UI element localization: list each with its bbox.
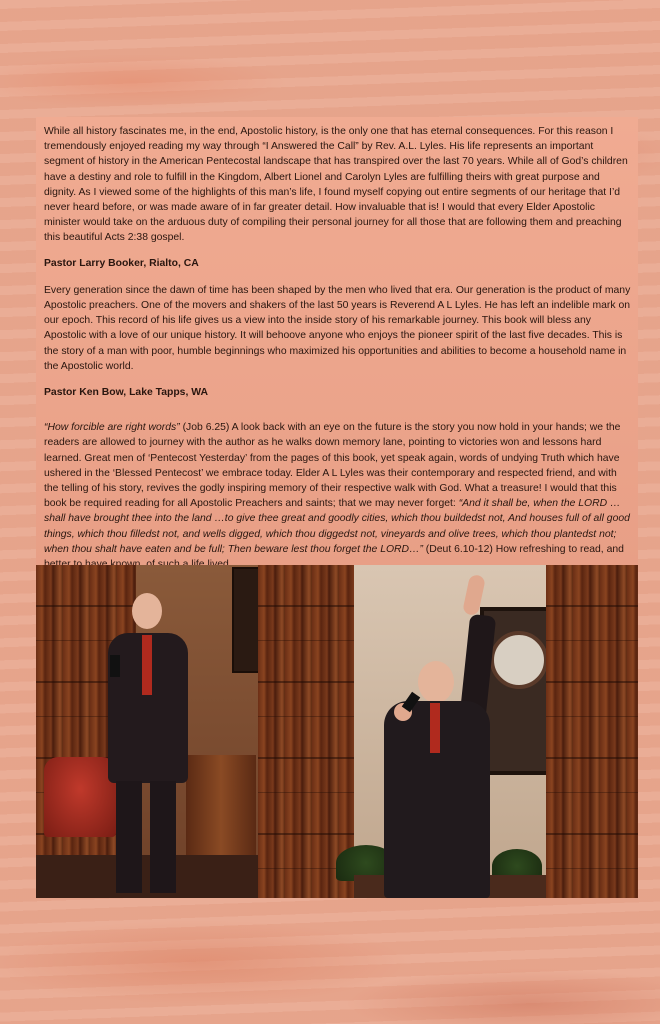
testimonial-signature-2: Pastor Ken Bow, Lake Tapps, WA — [44, 387, 208, 399]
testimonial-body-3a: (Job 6.25) A look back with an eye on the future is the story you now hold in your hands; we the readers are allowed to journey with the author as he walks down memory lane, pointing to victories won and lessons hard learned. Great men of ‘Pentecost Yesterday’ from the pages of this book, yet speak again, words of undying Truth which have ushered in the ‘Blessed Pentecost’ we embrace today. Elder A L Lyles was their contemporary and respected friend, and with the telling of his story, revives the godly inspiring memory of their respective walk with God. What a treasure! I would that this book be required reading for all Apostolic Preachers and saints; that we may never forget: — [44, 422, 621, 510]
testimonial-signature-1: Pastor Larry Booker, Rialto, CA — [44, 257, 199, 269]
preacher-left — [98, 593, 194, 898]
testimonial-body-3b: (Deut 6.10-12) How refreshing to read, and — [425, 543, 624, 555]
preacher-right — [366, 575, 506, 898]
testimonial-body-2: Every generation since the dawn of time has been shaped by the men who lived that era. Our generation is the product of many Apostolic preachers. One of the movers and shakers of the last 50 years is Reverend A L Lyles. He has left an indelible mark on our epoch. This record of his life gives us a view into the inside story of his remarkable journey. This book will bless any Apostolic with a love of our unique history. It will behoove anyone who enjoys the pioneer spirit of the last five decades. This is the story of a man with poor, humble beginnings who maximized his opportunities and abilities to become a household name in the Apostolic world. — [44, 284, 631, 372]
testimonials — [44, 124, 634, 609]
testimonial-body-3 — [44, 420, 634, 572]
wood-paneling-center — [258, 565, 354, 898]
photo-preachers — [36, 565, 638, 898]
framed-picture-left — [232, 567, 260, 673]
wood-paneling-right — [546, 565, 638, 898]
podium — [186, 755, 256, 855]
testimonial-quote-open: “How forcible are right words” — [44, 422, 180, 434]
testimonial-body-1: While all history fascinates me, in the end, Apostolic history, is the only one that has eternal consequences. For this reason I tremendously enjoyed reading my way through “I Answered the Call” by Rev. A.L. Lyles. His life represents an important segment of history in the American Pentecostal landscape that has transpired over the last 70 years. While all of God’s children have a destiny and role to fulfill in the Kingdom, Albert Lionel and Carolyn Lyles are fulfilling theirs with great purpose and dignity. As I viewed some of the highlights of this man’s life, I found myself copying out entire segments of our heritage that I’d never heard before, or was made aware of in far greater detail. How invaluable that is! I would that every Elder Apostolic minister would take on the arduous duty of compiling their personal journey for all those that are following them and preaching this beautiful Acts 2:38 gospel. — [44, 126, 628, 244]
testimonial-scripture: “And it shall be, when the LORD … shall have brought thee into the land …to give thee great and goodly cities, which thou buildedst not, And houses full of all good things, which thou filledst not, and wells digged, which thou diggedst not, vineyards and olive trees, which thou plantedst not; when thou shalt have eaten and be full; Then beware lest thou forget the LORD…” — [44, 498, 630, 555]
